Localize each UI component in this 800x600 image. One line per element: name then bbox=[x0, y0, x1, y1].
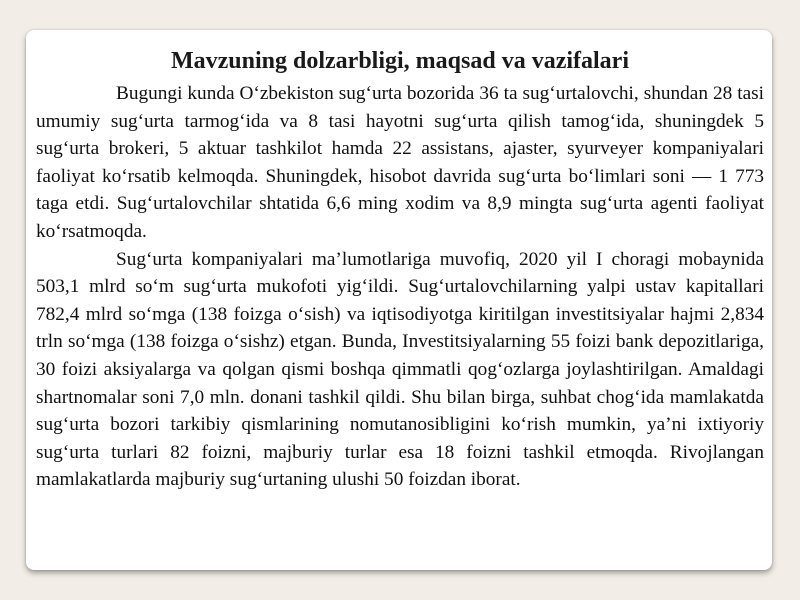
paragraph-insurance-statistics: Sug‘urta kompaniyalari ma’lumotlariga muvofiq, 2020 yil I choragi mobaynida 503,1 mlrd so‘m sug‘urta mukofoti yig‘ildi. Sug‘urtalovchilarning yalpi ustav kapitallari 782,4 mlrd so‘mga (138 foizga o‘sish) va iqtisodiyotga kiritilgan investitsiyalar hajmi 2,834 trln so‘mga (138 foizga o‘sishz) etgan. Bunda, Investitsiyalarning 55 foizi bank depozitlariga, 30 foizi aksiyalarga va qolgan qismi boshqa qimmatli qog‘ozlarga joylashtirilgan. Amaldagi shartnomalar soni 7,0 mln. donani tashkil qildi. Shu bilan birga, suhbat chog‘ida mamlakatda sug‘urta bozori tarkibiy qismlarining nomutanosibligini ko‘rish mumkin, ya’ni ixtiyoriy sug‘urta turlari 82 foizni, majburiy turlar esa 18 foizni tashkil etmoqda. Rivojlangan mamlakatlarda majburiy sug‘urtaning ulushi 50 foizdan iborat. bbox=[36, 248, 764, 491]
paragraph-market-overview: Bugungi kunda O‘zbekiston sug‘urta bozorida 36 ta sug‘urtalovchi, shundan 28 tasi umumiy sug‘urta tarmog‘ida va 8 tasi hayotni sug‘urta qilish tamog‘ida, shuningdek 5 sug‘urta brokeri, 5 aktuar tashkilot hamda 22 assistans, ajaster, syurveyer kompaniyalari faoliyat ko‘rsatib kelmoqda. Shuningdek, hisobot davrida sug‘urta bo‘limlari soni — 1 773 taga etdi. Sug‘urtalovchilar shtatida 6,6 ming xodim va 8,9 mingta sug‘urta agenti faoliyat ko‘rsatmoqda. bbox=[36, 83, 764, 242]
slide-card bbox=[26, 30, 772, 570]
slide-title: Mavzuning dolzarbligi, maqsad va vazifalari bbox=[170, 48, 629, 74]
